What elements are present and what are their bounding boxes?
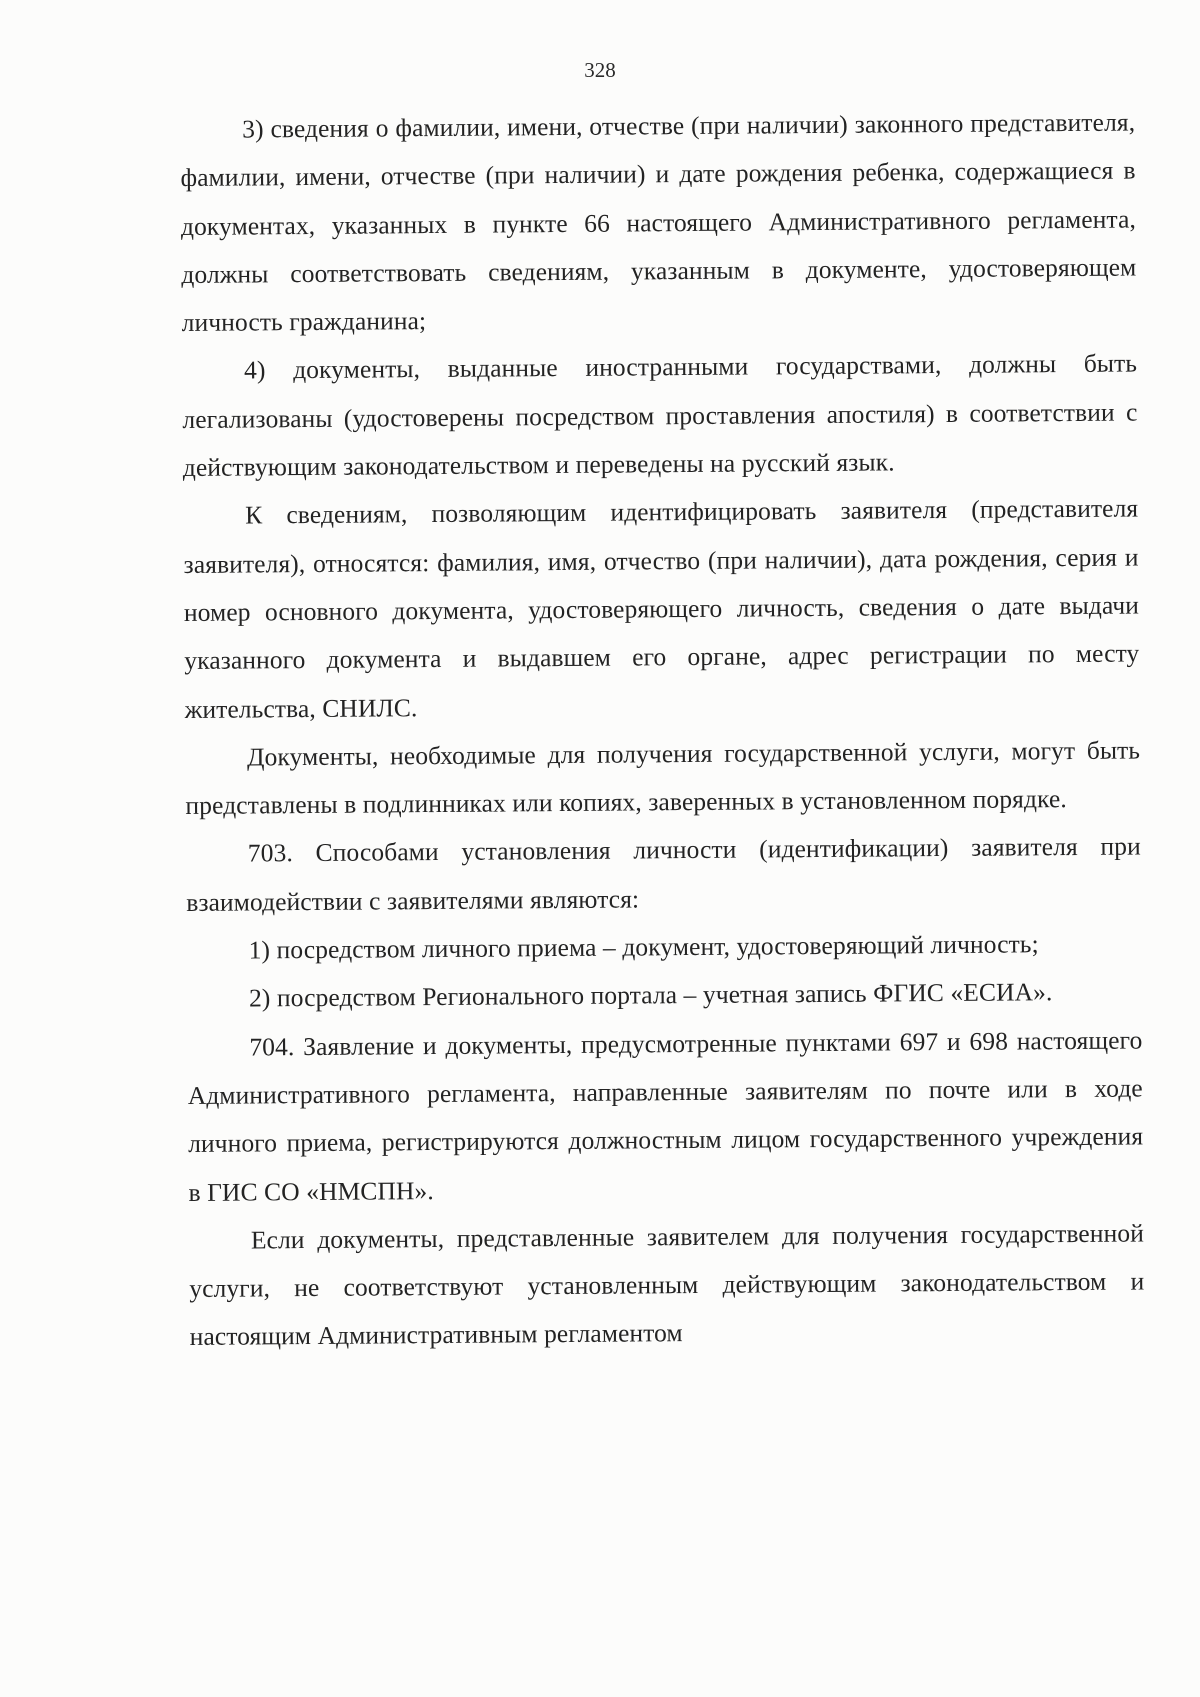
page-number: 328 [584, 58, 616, 82]
paragraph-704: 704. Заявление и документы, предусмотренные пунктами 697 и 698 настоящего Административного регламента, направленные заявителям по почте или в ходе личного приема, регистрируются должностным лицом государственного учреждения в ГИС СО «НМСПН». [187, 1025, 1144, 1207]
paragraph-item-4: 4) документы, выданные иностранными государствами, должны быть легализованы (удостоверены посредством проставления апостиля) в соответствии с действующим законодательством и переведены на русский язык. [182, 348, 1138, 483]
document-body [180, 98, 1145, 1361]
paragraph-identification-info: К сведениям, позволяющим идентифицировать заявителя (представителя заявителя), относятся: фамилия, имя, отчество (при наличии), дата рождения, серия и номер основного документа, удостоверяющего личность, сведения о дате выдачи указанного документа и выдавшем его органе, адрес регистрации по месту жительства, СНИЛС. [183, 493, 1140, 724]
paragraph-item-3: 3) сведения о фамилии, имени, отчестве (при наличии) законного представителя, фамилии, имени, отчестве (при наличии) и дате рождения ребенка, содержащиеся в документах, указанных в пункте 66 настоящего Административного регламента, должны соответствовать сведениям, указанным в документе, удостоверяющем личность гражданина; [180, 107, 1137, 338]
paragraph-703: 703. Способами установления личности (идентификации) заявителя при взаимодействии с заявителями являются: [186, 831, 1141, 917]
paragraph-nonconforming-documents: Если документы, представленные заявителем для получения государственной услуги, не соответствуют установленным действующим законодательством и настоящим Административным регламентом [189, 1218, 1145, 1352]
paragraph-documents-form: Документы, необходимые для получения государственной услуги, могут быть представлены в подлинниках или копиях, заверенных в установленном порядке. [185, 735, 1141, 821]
paragraph-703-item-2: 2) посредством Регионального портала – учетная запись ФГИС «ЕСИА». [248, 977, 1053, 1013]
paragraph-703-item-1: 1) посредством личного приема – документ, удостоверяющий личность; [248, 929, 1039, 965]
